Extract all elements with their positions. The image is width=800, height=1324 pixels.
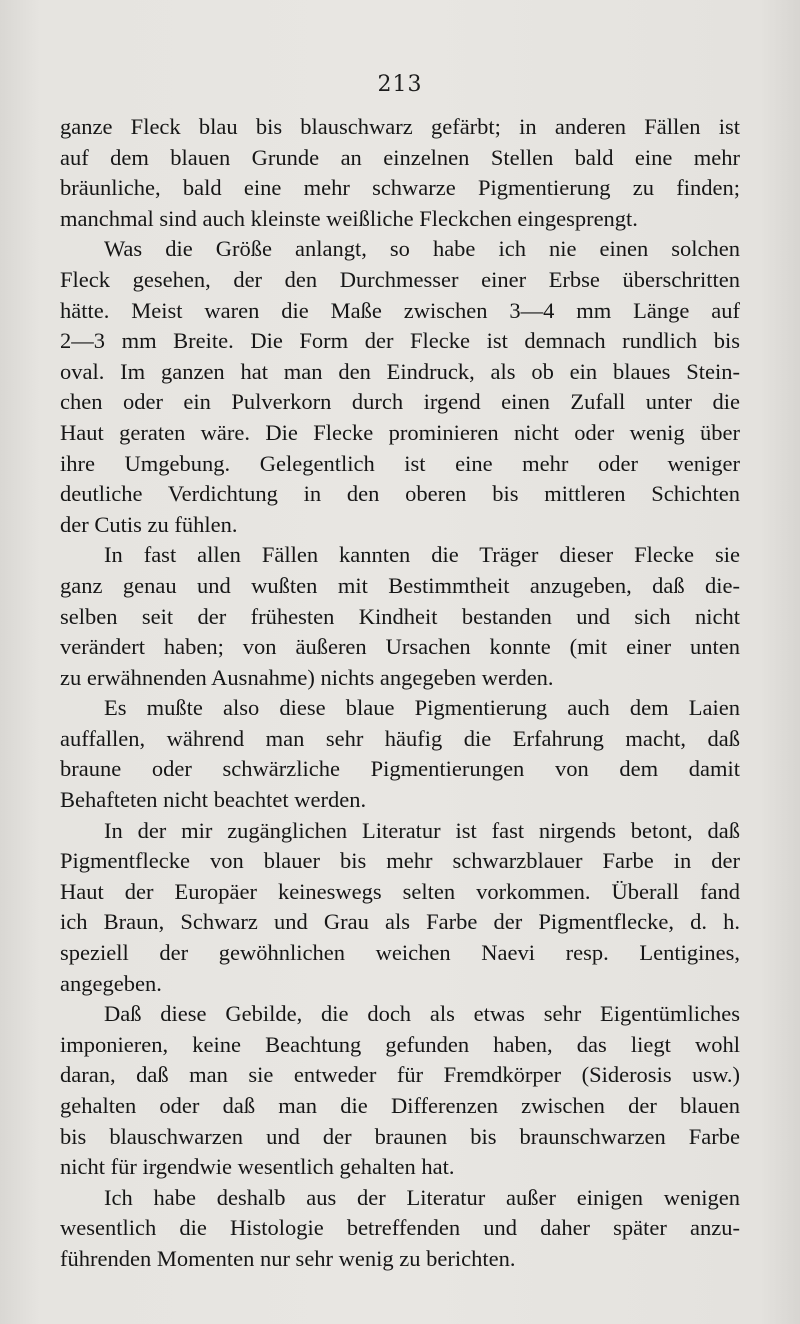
text-line: Was die Größe anlangt, so habe ich nie einen solchen [104, 236, 740, 262]
text-line: führenden Momenten nur sehr wenig zu berichten. [60, 1245, 516, 1271]
text-line: verändert haben; von äußeren Ursachen konnte (mit einer unten [60, 634, 740, 660]
paragraph-3 [60, 540, 740, 693]
text-line: imponieren, keine Beachtung gefunden haben, das liegt wohl [60, 1031, 740, 1057]
text-line: auf dem blauen Grunde an einzelnen Stellen bald eine mehr [60, 144, 740, 170]
text-line: Haut geraten wäre. Die Flecke prominieren nicht oder wenig über [60, 419, 740, 445]
text-line: ganz genau und wußten mit Bestimmtheit anzugeben, daß die- [60, 572, 740, 598]
paragraph-7 [60, 1183, 740, 1275]
text-line: In fast allen Fällen kannten die Träger dieser Flecke sie [104, 542, 740, 568]
text-line: chen oder ein Pulverkorn durch irgend einen Zufall unter die [60, 389, 740, 415]
text-line: speziell der gewöhnlichen weichen Naevi resp. Lentigines, [60, 940, 740, 966]
text-line: Daß diese Gebilde, die doch als etwas sehr Eigentümliches [104, 1001, 740, 1027]
text-line: wesentlich die Histologie betreffenden und daher später anzu- [60, 1215, 740, 1241]
text-line: ihre Umgebung. Gelegentlich ist eine mehr oder weniger [60, 450, 740, 476]
text-line: zu erwähnenden Ausnahme) nichts angegeben werden. [60, 664, 554, 690]
text-line: selben seit der frühesten Kindheit bestanden und sich nicht [60, 603, 740, 629]
text-line: angegeben. [60, 970, 162, 996]
paragraph-4 [60, 693, 740, 815]
text-line: Ich habe deshalb aus der Literatur außer einigen wenigen [104, 1184, 740, 1210]
body-text [60, 112, 740, 1275]
paragraph-6 [60, 999, 740, 1183]
text-line: nicht für irgendwie wesentlich gehalten hat. [60, 1154, 455, 1180]
paragraph-1 [60, 112, 740, 234]
text-line: deutliche Verdichtung in den oberen bis mittleren Schichten [60, 481, 740, 507]
text-line: Haut der Europäer keineswegs selten vorkommen. Überall fand [60, 878, 740, 904]
text-line: Behafteten nicht beachtet werden. [60, 787, 367, 813]
text-line: ich Braun, Schwarz und Grau als Farbe der Pigmentflecke, d. h. [60, 909, 740, 935]
paragraph-2 [60, 234, 740, 540]
text-line: Es mußte also diese blaue Pigmentierung auch dem Laien [104, 695, 740, 721]
text-line: der Cutis zu fühlen. [60, 511, 238, 537]
text-line: manchmal sind auch kleinste weißliche Fleckchen eingesprengt. [60, 205, 638, 231]
text-line: hätte. Meist waren die Maße zwischen 3—4 mm Länge auf [60, 297, 740, 323]
text-line: bräunliche, bald eine mehr schwarze Pigmentierung zu finden; [60, 175, 740, 201]
text-line: auffallen, während man sehr häufig die Erfahrung macht, daß [60, 725, 740, 751]
text-line: bis blauschwarzen und der braunen bis braunschwarzen Farbe [60, 1123, 740, 1149]
page-number: 213 [377, 72, 423, 97]
text-line: ganze Fleck blau bis blauschwarz gefärbt; in anderen Fällen ist [60, 114, 740, 139]
text-line: In der mir zugänglichen Literatur ist fast nirgends betont, daß [104, 817, 740, 843]
text-line: daran, daß man sie entweder für Fremdkörper (Siderosis usw.) [60, 1062, 740, 1088]
text-line: gehalten oder daß man die Differenzen zwischen der blauen [60, 1093, 740, 1118]
paragraph-5 [60, 816, 740, 1000]
text-line: Fleck gesehen, der den Durchmesser einer Erbse überschritten [60, 266, 740, 292]
text-line: oval. Im ganzen hat man den Eindruck, als ob ein blaues Stein- [60, 358, 740, 384]
text-line: Pigmentflecke von blauer bis mehr schwarzblauer Farbe in der [60, 848, 740, 874]
text-line: 2—3 mm Breite. Die Form der Flecke ist demnach rundlich bis [60, 328, 740, 354]
text-line: braune oder schwärzliche Pigmentierungen von dem damit [60, 756, 740, 782]
